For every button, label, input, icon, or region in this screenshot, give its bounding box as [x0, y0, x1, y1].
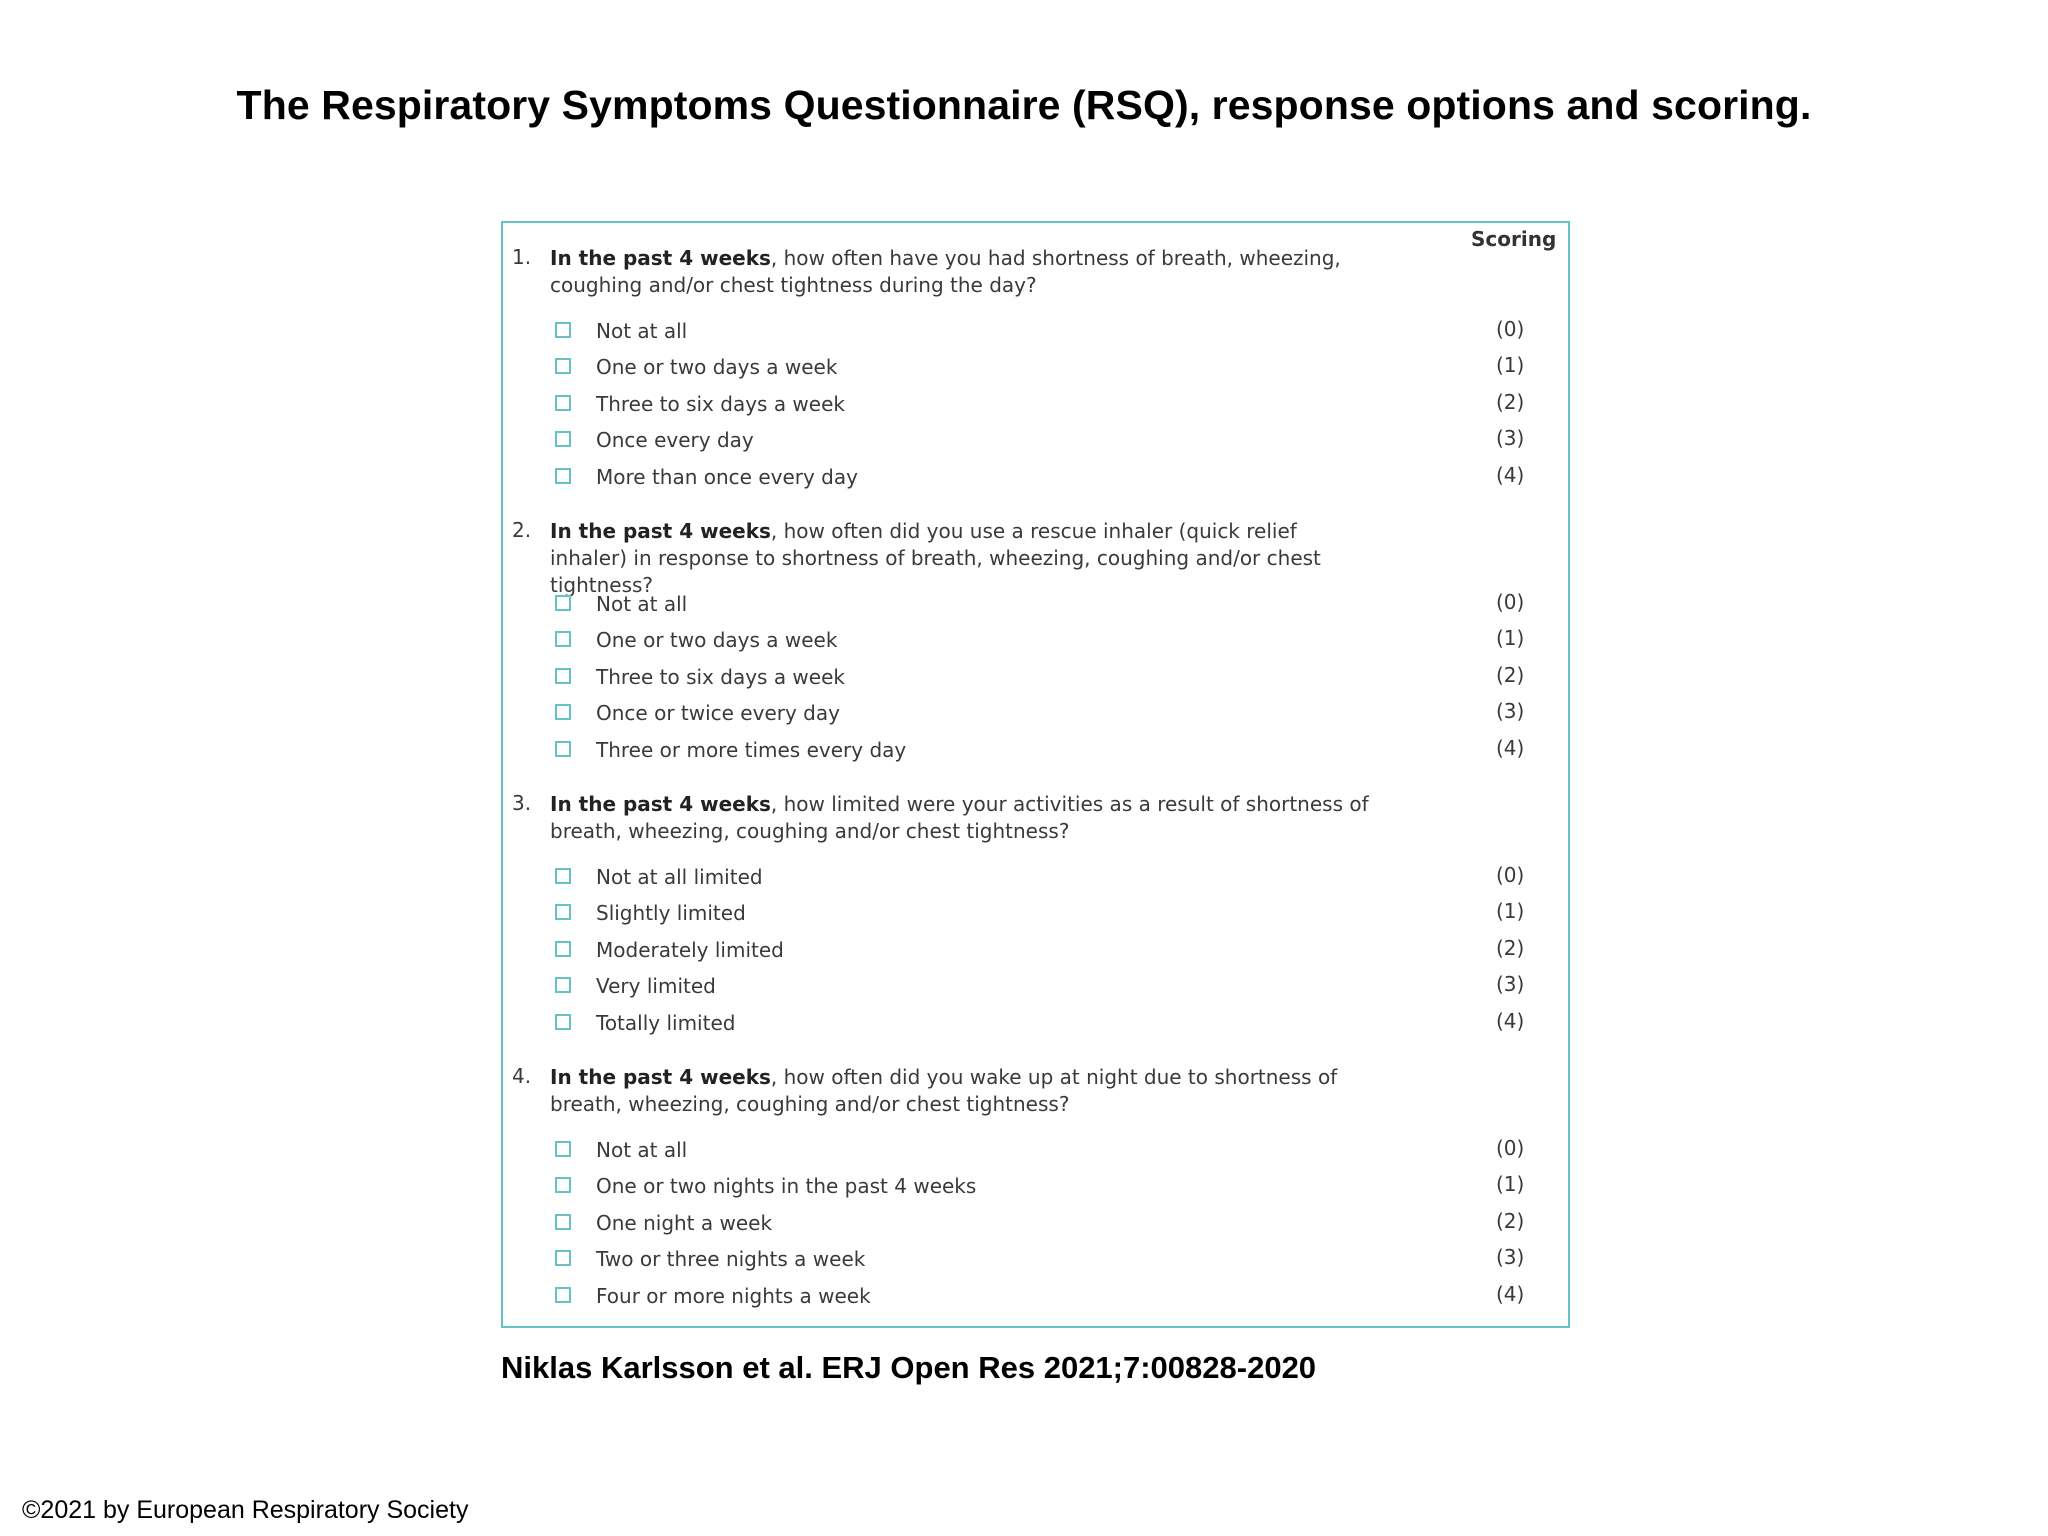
checkbox[interactable]	[555, 704, 571, 720]
question-4	[503, 1042, 1572, 1314]
checkbox[interactable]	[555, 941, 571, 957]
option-label: One or two days a week	[596, 628, 838, 652]
option-score: (0)	[1496, 863, 1525, 887]
question-number: 4.	[512, 1064, 532, 1088]
page-title: The Respiratory Symptoms Questionnaire (RSQ), response options and scoring.	[236, 82, 1812, 128]
response-option	[503, 464, 1572, 494]
question-text	[550, 791, 1370, 845]
option-score: (1)	[1496, 1172, 1525, 1196]
checkbox[interactable]	[555, 1250, 571, 1266]
checkbox[interactable]	[555, 741, 571, 757]
option-label: Moderately limited	[596, 938, 784, 962]
checkbox[interactable]	[555, 1014, 571, 1030]
option-label: More than once every day	[596, 465, 858, 489]
option-score: (0)	[1496, 317, 1525, 341]
response-option	[503, 1010, 1572, 1040]
question-emphasis: In the past 4 weeks	[550, 792, 771, 816]
response-option	[503, 864, 1572, 894]
option-score: (2)	[1496, 936, 1525, 960]
question-emphasis: In the past 4 weeks	[550, 1065, 771, 1089]
option-label: Once every day	[596, 428, 754, 452]
response-option	[503, 700, 1572, 730]
question-text	[550, 518, 1370, 599]
option-label: Three or more times every day	[596, 738, 907, 762]
option-score: (0)	[1496, 590, 1525, 614]
scoring-header: Scoring	[1471, 227, 1557, 251]
response-option	[503, 937, 1572, 967]
option-label: One night a week	[596, 1211, 773, 1235]
checkbox[interactable]	[555, 595, 571, 611]
response-option	[503, 354, 1572, 384]
question-number: 3.	[512, 791, 532, 815]
checkbox[interactable]	[555, 1287, 571, 1303]
option-score: (4)	[1496, 1282, 1525, 1306]
option-score: (1)	[1496, 626, 1525, 650]
response-option	[503, 627, 1572, 657]
option-score: (0)	[1496, 1136, 1525, 1160]
question-text	[550, 1064, 1370, 1118]
option-score: (4)	[1496, 463, 1525, 487]
checkbox[interactable]	[555, 631, 571, 647]
response-option	[503, 737, 1572, 767]
option-label: Slightly limited	[596, 901, 746, 925]
response-option	[503, 427, 1572, 457]
checkbox[interactable]	[555, 322, 571, 338]
option-score: (4)	[1496, 1009, 1525, 1033]
checkbox[interactable]	[555, 977, 571, 993]
checkbox[interactable]	[555, 1177, 571, 1193]
question-body: , how limited were your activities as a result of shortness of breath, wheezing, coughing and/or chest tightness?	[550, 792, 1369, 843]
option-score: (3)	[1496, 972, 1525, 996]
checkbox[interactable]	[555, 431, 571, 447]
copyright: ©2021 by European Respiratory Society	[22, 1496, 469, 1524]
question-text	[550, 245, 1370, 299]
question-body: , how often did you use a rescue inhaler (quick relief inhaler) in response to shortness of breath, wheezing, coughing and/or chest tightness?	[550, 519, 1321, 597]
option-label: Three to six days a week	[596, 392, 845, 416]
checkbox[interactable]	[555, 668, 571, 684]
question-body: , how often have you had shortness of breath, wheezing, coughing and/or chest tightness during the day?	[550, 246, 1341, 297]
response-option	[503, 664, 1572, 694]
checkbox[interactable]	[555, 868, 571, 884]
option-score: (2)	[1496, 1209, 1525, 1233]
option-label: Once or twice every day	[596, 701, 840, 725]
option-label: Not at all	[596, 592, 688, 616]
checkbox[interactable]	[555, 468, 571, 484]
response-option	[503, 1173, 1572, 1203]
questionnaire-figure	[501, 221, 1570, 1328]
response-option	[503, 1283, 1572, 1313]
response-option	[503, 1137, 1572, 1167]
option-score: (2)	[1496, 390, 1525, 414]
option-label: One or two nights in the past 4 weeks	[596, 1174, 977, 1198]
option-label: Totally limited	[596, 1011, 736, 1035]
option-label: Three to six days a week	[596, 665, 845, 689]
question-emphasis: In the past 4 weeks	[550, 519, 771, 543]
response-option	[503, 900, 1572, 930]
question-2	[503, 496, 1572, 768]
response-option	[503, 1210, 1572, 1240]
question-body: , how often did you wake up at night due to shortness of breath, wheezing, coughing and/or chest tightness?	[550, 1065, 1338, 1116]
option-score: (4)	[1496, 736, 1525, 760]
checkbox[interactable]	[555, 358, 571, 374]
option-score: (3)	[1496, 1245, 1525, 1269]
option-label: Not at all	[596, 319, 688, 343]
checkbox[interactable]	[555, 1214, 571, 1230]
question-3	[503, 769, 1572, 1041]
question-number: 2.	[512, 518, 532, 542]
citation: Niklas Karlsson et al. ERJ Open Res 2021;7:00828-2020	[501, 1350, 1317, 1385]
question-number: 1.	[512, 245, 532, 269]
response-option	[503, 318, 1572, 348]
response-option	[503, 391, 1572, 421]
option-label: Not at all limited	[596, 865, 763, 889]
option-label: Four or more nights a week	[596, 1284, 871, 1308]
option-score: (1)	[1496, 353, 1525, 377]
option-score: (3)	[1496, 699, 1525, 723]
response-option	[503, 1246, 1572, 1276]
checkbox[interactable]	[555, 904, 571, 920]
checkbox[interactable]	[555, 395, 571, 411]
option-score: (3)	[1496, 426, 1525, 450]
question-1	[503, 223, 1572, 495]
option-label: Not at all	[596, 1138, 688, 1162]
option-label: Very limited	[596, 974, 716, 998]
option-label: Two or three nights a week	[596, 1247, 866, 1271]
question-emphasis: In the past 4 weeks	[550, 246, 771, 270]
response-option	[503, 591, 1572, 621]
checkbox[interactable]	[555, 1141, 571, 1157]
response-option	[503, 973, 1572, 1003]
option-label: One or two days a week	[596, 355, 838, 379]
option-score: (1)	[1496, 899, 1525, 923]
option-score: (2)	[1496, 663, 1525, 687]
